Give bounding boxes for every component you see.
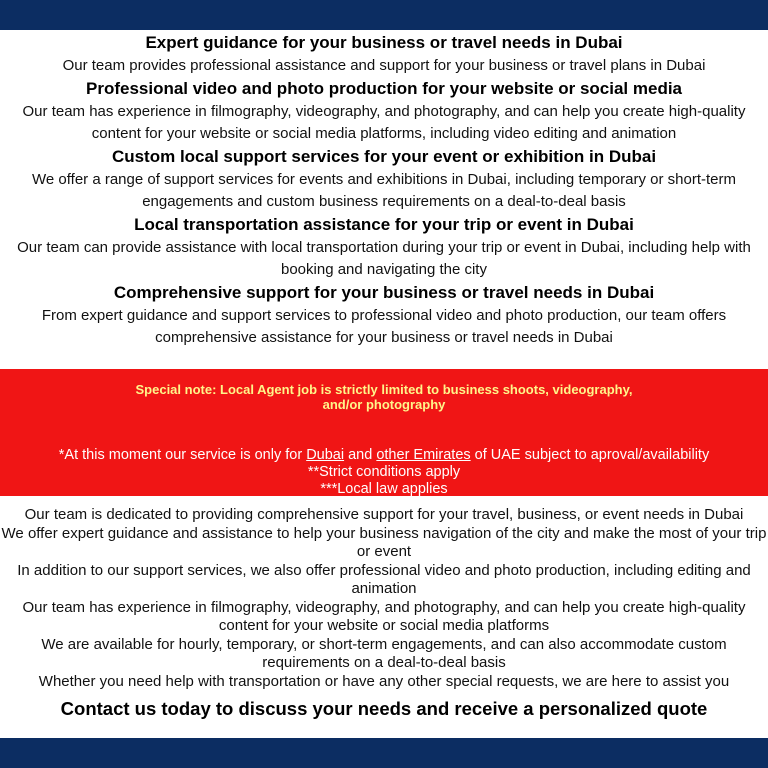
strict-conditions-text: **Strict conditions apply [307,464,461,480]
service-title: Expert guidance for your business or travel needs in Dubai [145,33,623,52]
closing-paragraph: We are available for hourly, temporary, or short-term engagements, and can also accommodate custom requirements on a deal-to-deal basis [41,635,727,671]
service-block [0,31,768,77]
closing-section [0,506,768,721]
closing-paragraph: In addition to our support services, we also offer professional video and photo production, including editing and animation [17,561,751,597]
and-text: and [348,447,373,463]
bottom-banner [0,738,768,768]
service-description: Our team has experience in filmography, videography, and photography, and can help you create high-quality content for your website or social media platforms, including video editing and animation [22,103,746,142]
service-description: Our team provides professional assistance and support for your business or travel plans in Dubai [62,57,706,74]
service-description: We offer a range of support services for events and exhibitions in Dubai, including temporary or short-term engagements and custom business requirements on a deal-to-deal basis [32,171,736,210]
service-description: From expert guidance and support services to professional video and photo production, our team offers comprehensive assistance for your business or travel needs in Dubai [41,307,727,346]
dubai-link[interactable]: Dubai [306,447,345,463]
special-note-box [0,369,768,496]
service-block [0,281,768,349]
other-emirates-link[interactable]: other Emirates [376,447,471,463]
service-area-prefix: *At this moment our service is only for [58,447,303,463]
service-block [0,77,768,145]
service-title: Local transportation assistance for your trip or event in Dubai [134,215,634,234]
service-title: Professional video and photo production for your website or social media [85,79,683,98]
service-block [0,145,768,213]
special-note-text: Special note: Local Agent job is strictly limited to business shoots, videography, and/or photography [135,382,633,412]
closing-paragraph: Our team has experience in filmography, videography, and photography, and can help you create high-quality content for your website or social media platforms [22,598,746,634]
closing-paragraph: We offer expert guidance and assistance to help your business navigation of the city and make the most of your trip or event [1,524,767,560]
service-area-suffix: of UAE subject to aproval/availability [474,447,710,463]
local-law-text: ***Local law applies [320,481,448,497]
services-section [0,31,768,349]
service-description: Our team can provide assistance with local transportation during your trip or event in Dubai, including help with booking and navigating the city [17,239,751,278]
closing-paragraph: Our team is dedicated to providing comprehensive support for your travel, business, or event needs in Dubai [24,506,744,523]
service-area-line [0,447,768,464]
service-title: Custom local support services for your event or exhibition in Dubai [111,147,657,166]
closing-paragraph: Whether you need help with transportation or have any other special requests, we are here to assist you [38,672,730,690]
call-to-action: Contact us today to discuss your needs and receive a personalized quote [60,698,708,719]
service-block [0,213,768,281]
top-banner [0,0,768,30]
service-title: Comprehensive support for your business or travel needs in Dubai [113,283,655,302]
